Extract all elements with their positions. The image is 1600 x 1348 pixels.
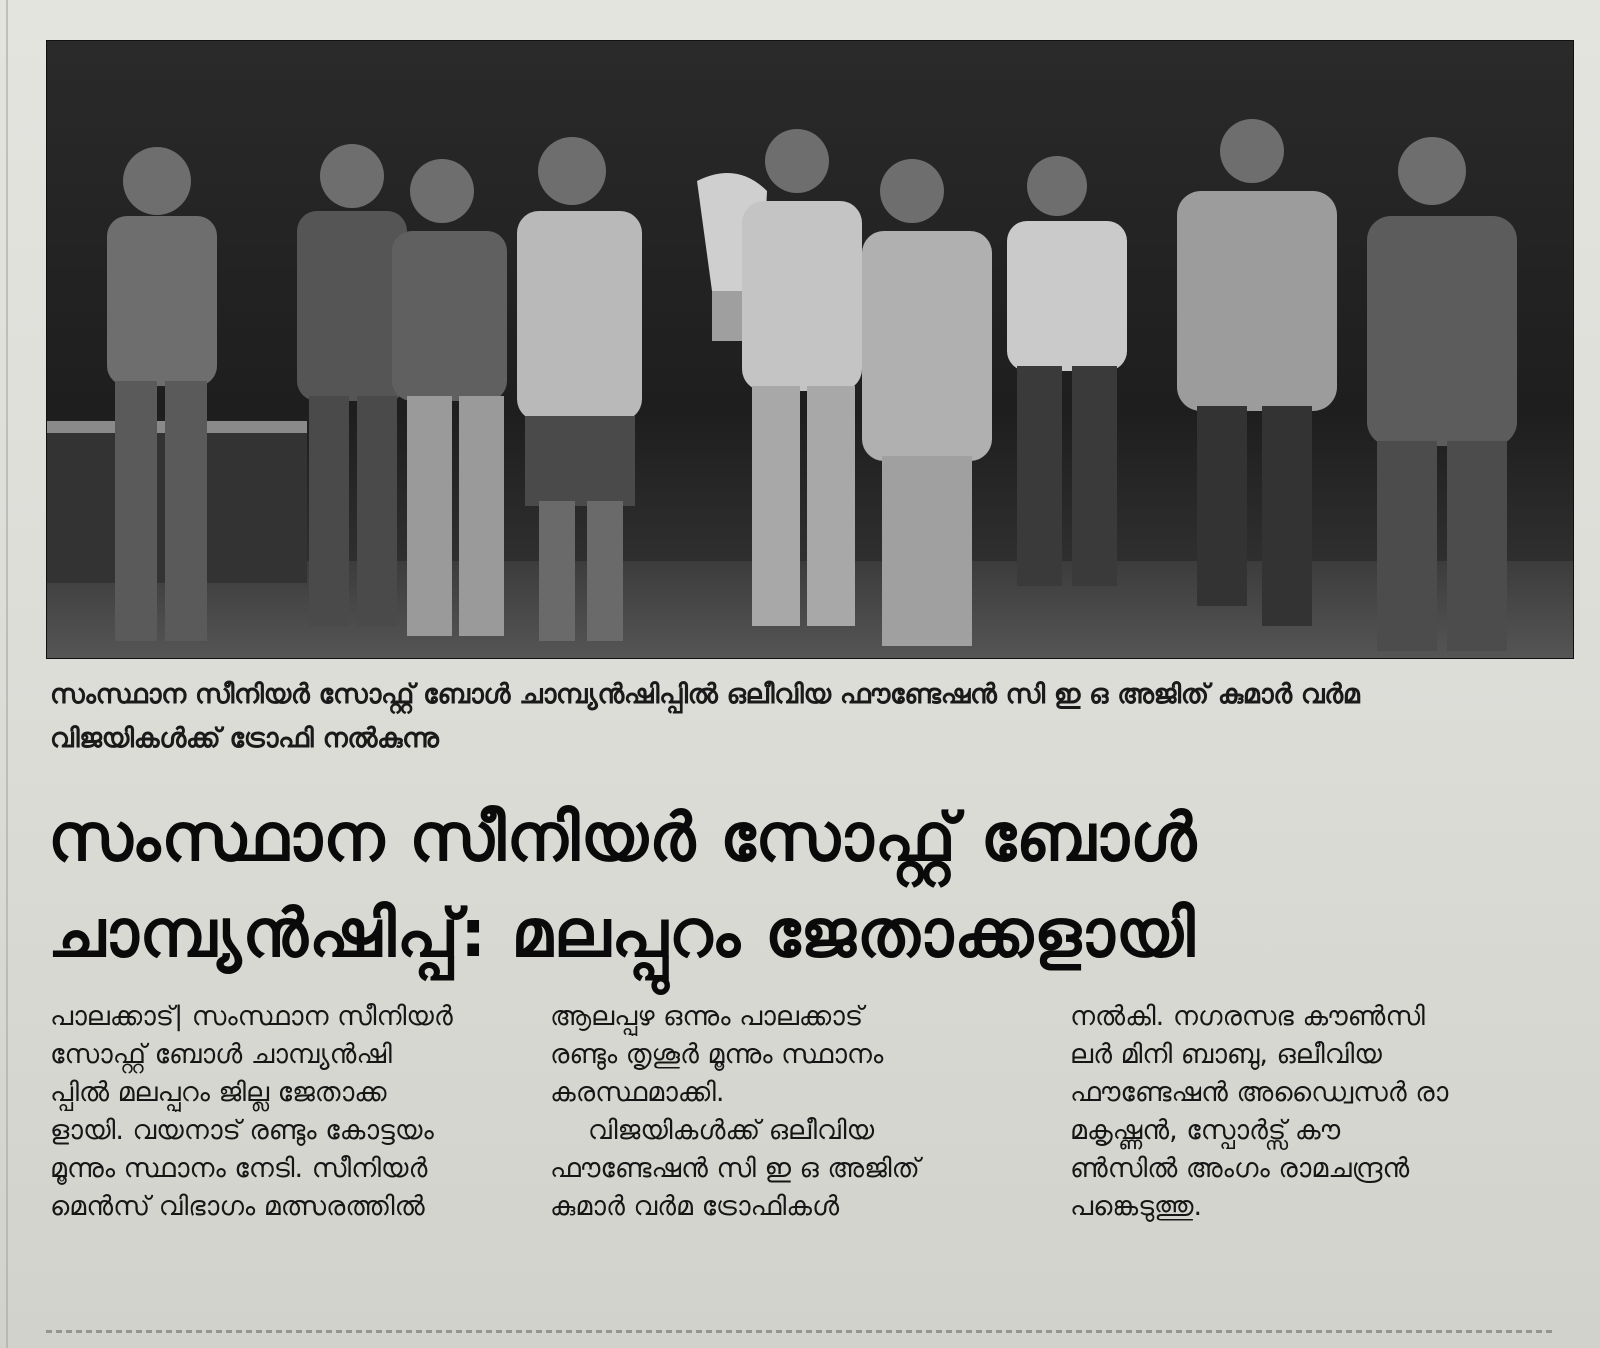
body-line: വിജയികൾക്ക് ഒലീവിയ	[588, 1115, 875, 1146]
article-headline	[48, 790, 1568, 982]
body-column-2	[550, 998, 1020, 1226]
body-line: നൽകി. നഗരസഭ കൗൺസി	[1070, 1001, 1425, 1032]
bottom-divider	[46, 1330, 1556, 1333]
body-line: ആലപ്പുഴ ഒന്നും പാലക്കാട്	[550, 1001, 864, 1032]
body-column-3	[1070, 998, 1540, 1226]
body-line: കരസ്ഥമാക്കി.	[550, 1077, 725, 1108]
photo-caption	[50, 673, 1550, 761]
body-column-1	[50, 998, 520, 1226]
caption-line-1: സംസ്ഥാന സീനിയർ സോഫ്റ്റ് ബോൾ ചാമ്പ്യൻഷിപ്പിൽ ഒലീവിയ ഫൗണ്ടേഷൻ സി ഇ ഒ അജിത് കുമാർ വർമ	[50, 679, 1360, 710]
body-line: മൂന്നും സ്ഥാനം നേടി. സീനിയർ	[50, 1153, 428, 1184]
body-line: ലർ മിനി ബാബു, ഒലീവിയ	[1070, 1039, 1382, 1070]
body-line: മെൻസ് വിഭാഗം മത്സരത്തിൽ	[50, 1191, 425, 1222]
body-line: ൺസിൽ അംഗം രാമചന്ദ്രൻ	[1070, 1153, 1410, 1184]
body-line: പങ്കെടുത്തു.	[1070, 1191, 1203, 1222]
trophy-presentation-photo	[47, 41, 1573, 658]
headline-line-1: സംസ്ഥാന സീനിയർ സോഫ്റ്റ് ബോൾ	[48, 799, 1198, 876]
body-line: രണ്ടും തൃശൂർ മൂന്നും സ്ഥാനം	[550, 1039, 884, 1070]
body-line: ളായി. വയനാട് രണ്ടും കോട്ടയം	[50, 1115, 434, 1146]
caption-line-2: വിജയികൾക്ക് ട്രോഫി നൽകുന്നു	[50, 723, 439, 754]
article-body	[50, 998, 1560, 1278]
page-fold-line	[6, 0, 8, 1348]
news-photo	[46, 40, 1574, 659]
body-line: ഫൗണ്ടേഷൻ സി ഇ ഒ അജിത്	[550, 1153, 920, 1184]
body-line: കുമാർ വർമ ട്രോഫികൾ	[550, 1191, 840, 1222]
body-line: ഫൗണ്ടേഷൻ അഡ്വൈസർ രാ	[1070, 1077, 1449, 1108]
headline-line-2: ചാമ്പ്യൻഷിപ്പ്: മലപ്പുറം ജേതാക്കളായി	[48, 895, 1196, 972]
body-line: പാലക്കാട്| സംസ്ഥാന സീനിയർ	[50, 1001, 453, 1032]
body-line: സോഫ്റ്റ് ബോൾ ചാമ്പ്യൻഷി	[50, 1039, 392, 1070]
body-line: പ്പിൽ മലപ്പുറം ജില്ല ജേതാക്ക	[50, 1077, 387, 1108]
body-line: മകൃഷ്ണൻ, സ്പോർട്സ് കൗ	[1070, 1115, 1341, 1146]
